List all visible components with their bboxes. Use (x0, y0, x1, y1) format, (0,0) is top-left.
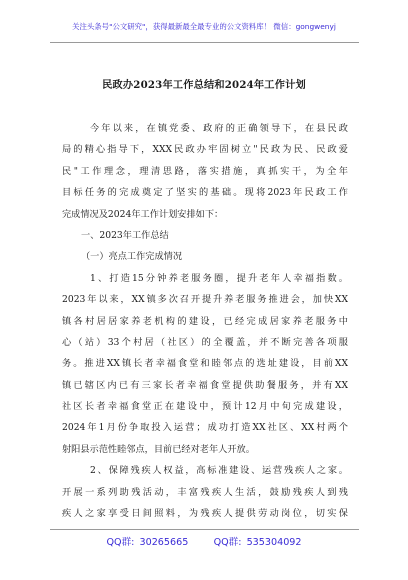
body-line: 社区长者幸福食堂正在建设中，预计12月中旬完成建设， (62, 401, 348, 413)
body-line: 今年以来，在镇党委、政府的正确领导下，在县民政 (90, 123, 348, 134)
body-line: 镇已辖区内已有三家长者幸福食堂提供助餐服务，并有XX (62, 379, 348, 391)
body-line: 开展一系列助残活动，丰富残疾人生活，鼓励残疾人到残 (62, 486, 348, 498)
qq-group-label-1: QQ群: (106, 537, 135, 548)
footer-divider (50, 529, 359, 530)
header-divider (50, 42, 359, 43)
body-line: 1、打造15分钟养老服务圈，提升老年人幸福指数。 (90, 272, 348, 284)
body-line: 民"工作理念，理清思路，落实措施，真抓实干，为全年 (62, 165, 348, 177)
body-line: 目标任务的完成奠定了坚实的基础。现将2023年民政工作 (62, 187, 348, 199)
qq-group-number-2: 535304092 (246, 537, 302, 548)
body-line: 局的精心指导下，XXX民政办牢固树立"民政为民、民政爱 (62, 144, 348, 156)
header-promo-note: 关注头条号"公文研究"，获得最新最全最专业的公文资料库！ 微信：gongwenyj (72, 22, 336, 31)
body-line: 镇各村居居家养老机构的建设，已经完成居家养老服务中 (62, 315, 348, 327)
section-heading: 一、2023年工作总结 (81, 229, 169, 241)
document-title: 民政办2023年工作总结和2024年工作计划 (102, 79, 306, 91)
body-line: 务。推进XX镇长者幸福食堂和睦邻点的选址建设，目前XX (62, 358, 348, 370)
body-line: 2、保障残疾人权益，高标准建设、运营残疾人之家。 (90, 465, 348, 477)
body-line: 心（站）33个村居（社区）的全覆盖，并不断完善各项服 (62, 336, 348, 348)
body-line: 完成情况及2024年工作计划安排如下： (62, 208, 224, 220)
qq-group-label-2: QQ群: (213, 537, 242, 548)
qq-group-number-1: 30265665 (139, 537, 189, 548)
document-body (62, 118, 348, 524)
body-line: 2024年1月份争取投入运营；成功打造XX社区、XX村两个 (62, 422, 348, 434)
body-line: 疾人之家享受日间照料，为残疾人提供劳动岗位，切实保 (62, 508, 348, 520)
footer-qq-groups (0, 534, 408, 548)
body-line: 射阳县示范性睦邻点，目前已经对老年人开放。 (62, 443, 255, 455)
body-line: 2023年以来，XX镇多次召开提升养老服务推进会，加快XX (62, 294, 348, 306)
subsection-heading: （一）亮点工作完成情况 (81, 251, 183, 263)
